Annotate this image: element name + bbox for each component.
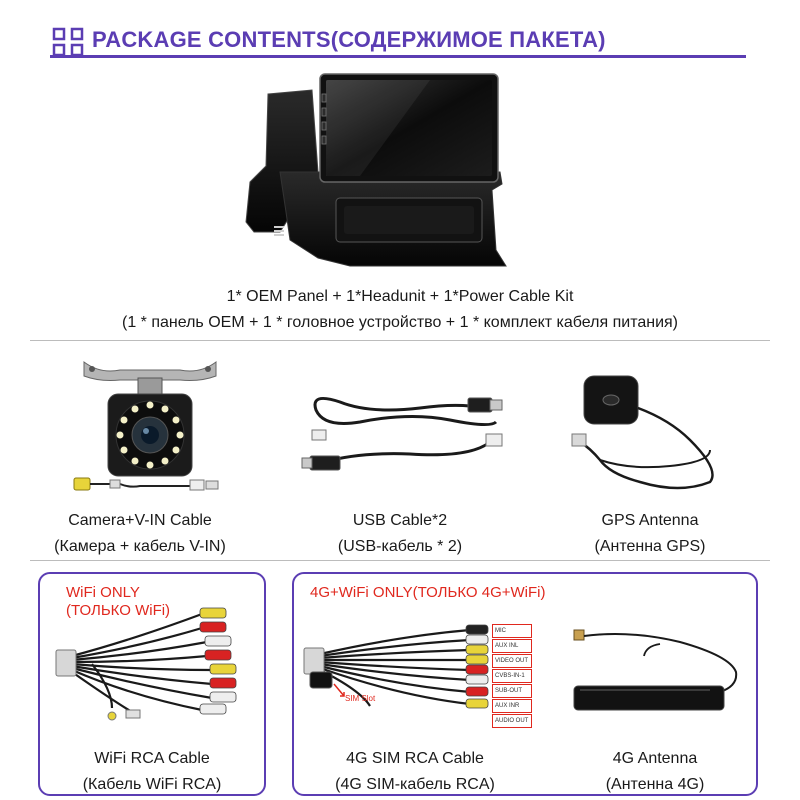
plug-label: AUDIO OUT	[492, 714, 532, 728]
gps-antenna-image	[560, 370, 740, 500]
plug-label: MIC	[492, 624, 532, 638]
wifi-rca-cable-image	[52, 600, 252, 730]
gps-caption-line2: (Антенна GPS)	[594, 538, 706, 555]
page-title: PACKAGE CONTENTS(СОДЕРЖИМОЕ ПАКЕТА)	[92, 27, 606, 52]
headunit-caption	[0, 284, 800, 336]
usb-caption	[300, 508, 500, 560]
gps-caption-line1: GPS Antenna	[601, 512, 699, 529]
4g-sim-rca-caption-line1: 4G SIM RCA Cable	[346, 750, 484, 767]
sim-slot-label: SIM Slot	[345, 694, 376, 703]
plug-label: AUX INL	[492, 639, 532, 653]
wifi-rca-caption-line2: (Кабель WiFi RCA)	[82, 776, 222, 793]
4g-antenna-caption-line2: (Антенна 4G)	[605, 776, 705, 793]
4g-antenna-image	[560, 626, 750, 726]
4g-antenna-caption	[560, 746, 750, 798]
headunit-caption-line2: (1 * панель OEM + 1 * головное устройство + 1 * комплект кабеля питания)	[121, 314, 678, 331]
divider	[30, 340, 770, 341]
usb-caption-line1: USB Cable*2	[352, 512, 448, 529]
wifi-only-tag-line2: (ТОЛЬКО WiFi)	[66, 602, 171, 619]
headunit-panel-image	[240, 72, 560, 282]
4g-sim-rca-caption	[300, 746, 530, 798]
camera-caption	[20, 508, 260, 560]
grid-blocks-icon	[52, 27, 84, 57]
headunit-caption-line1: 1* OEM Panel + 1*Headunit + 1*Power Cable Kit	[226, 288, 574, 305]
camera-caption-line2: (Камера + кабель V-IN)	[54, 538, 226, 555]
v-in-cable-image	[70, 470, 230, 500]
4g-sim-rca-caption-line2: (4G SIM-кабель RCA)	[335, 776, 495, 793]
plug-label: SUB-OUT	[492, 684, 532, 698]
4g-antenna-caption-line1: 4G Antenna	[612, 750, 698, 767]
plug-label-list	[492, 624, 532, 728]
4g-wifi-only-tag: 4G+WiFi ONLY(ТОЛЬКО 4G+WiFi)	[310, 584, 546, 601]
plug-label: VIDEO OUT	[492, 654, 532, 668]
wifi-only-tag-line1: WiFi ONLY	[66, 584, 140, 601]
wifi-rca-caption	[48, 746, 256, 798]
plug-label: CVBS-IN-1	[492, 669, 532, 683]
divider	[30, 560, 770, 561]
gps-caption	[560, 508, 740, 560]
camera-caption-line1: Camera+V-IN Cable	[68, 512, 212, 529]
header-underline	[50, 55, 746, 58]
section-header	[0, 0, 800, 60]
plug-label: AUX INR	[492, 699, 532, 713]
usb-caption-line2: (USB-кабель * 2)	[337, 538, 463, 555]
wifi-rca-caption-line1: WiFi RCA Cable	[94, 750, 210, 767]
usb-cables-image	[300, 380, 510, 490]
